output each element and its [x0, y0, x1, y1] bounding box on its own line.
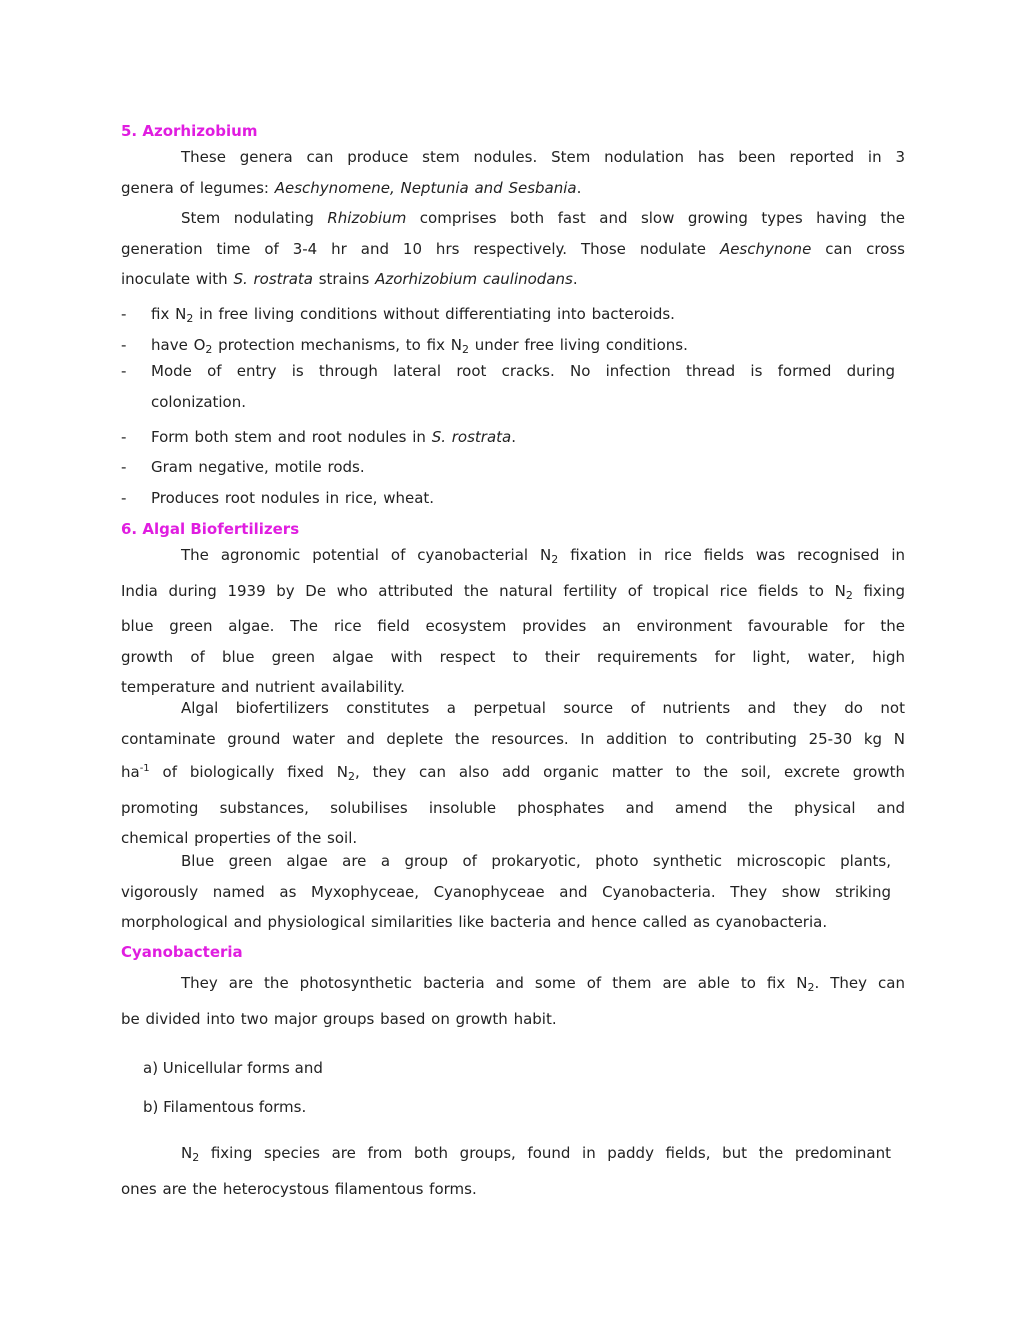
italic-text: S. rostrata [431, 428, 512, 446]
text-line: colonization. [151, 392, 247, 411]
text-span: , they can also add organic matter to the soil, excrete growth [355, 763, 905, 782]
text-line: Blue green algae are a group of prokaryotic, photo synthetic microscopic plants, [181, 852, 891, 870]
text-span: . They can [814, 974, 905, 992]
section-6-heading: 6. Algal Biofertilizers [121, 520, 300, 538]
section-5-heading: 5. Azorhizobium [121, 122, 258, 140]
text-span: N [181, 1144, 193, 1162]
text-span: fix N [151, 305, 187, 323]
subscript: 2 [461, 343, 469, 356]
subscript: 2 [192, 1151, 200, 1164]
text-line [121, 173, 905, 204]
italic-text: Aeschynone [719, 239, 812, 258]
section-5-paragraph-1 [121, 142, 905, 203]
text-span: generation time of 3-4 hr and 10 hrs respectively. Those nodulate [121, 239, 720, 258]
bullet-dash: - [121, 362, 127, 380]
text-span: have O [151, 336, 206, 354]
bullet-dash: - [121, 489, 127, 507]
text-line [121, 234, 905, 265]
text-span: under free living conditions. [468, 336, 688, 354]
text-span: strains [312, 270, 376, 289]
text-span: . [576, 178, 582, 197]
subscript: 2 [845, 588, 853, 602]
section-5-paragraph-2 [121, 203, 905, 295]
text-line: Mode of entry is through lateral root cracks. No infection thread is formed during [151, 362, 895, 380]
text-line [121, 968, 905, 1004]
text-line: be divided into two major groups based on growth habit. [121, 1009, 557, 1028]
subscript: 2 [348, 770, 356, 784]
section-6-paragraph-1 [121, 540, 905, 703]
bullet-dash: - [121, 336, 127, 354]
text-span: comprises both fast and slow growing types having the [406, 209, 905, 227]
text-line: vigorously named as Myxophyceae, Cyanophyceae and Cyanobacteria. They show striking [121, 882, 891, 901]
text-span: inoculate with [121, 270, 234, 289]
text-line [121, 142, 905, 173]
text-span: . [511, 428, 516, 446]
bullet-text: Produces root nodules in rice, wheat. [151, 489, 435, 507]
text-span: fixation in rice fields was recognised in [558, 546, 905, 564]
text-line [121, 576, 905, 612]
text-line: morphological and physiological similarities like bacteria and hence called as cyanobacteria. [121, 913, 828, 932]
text-span: fixing [852, 581, 905, 600]
bullet-dash: - [121, 458, 127, 476]
text-line: Algal biofertilizers constitutes a perpetual source of nutrients and they do not [181, 699, 905, 717]
italic-text: S. rostrata [233, 270, 313, 289]
text-span: protection mechanisms, to fix N [212, 336, 462, 354]
text-span: They are the photosynthetic bacteria and some of them are able to fix N [181, 974, 808, 992]
cyanobacteria-heading: Cyanobacteria [121, 943, 243, 961]
list-item-b: b) Filamentous forms. [143, 1098, 307, 1116]
section-6-paragraph-2 [121, 693, 905, 854]
subscript: 2 [551, 553, 559, 566]
text-span: The agronomic potential of cyanobacterial N [181, 546, 552, 564]
subscript: 2 [807, 981, 815, 994]
list-item-a: a) Unicellular forms and [143, 1059, 323, 1077]
text-line [121, 540, 905, 576]
text-span: These genera can produce stem nodules. Stem nodulation has been reported in 3 [181, 148, 905, 166]
italic-text: Aeschynomene, Neptunia and Sesbania [274, 178, 577, 197]
italic-text: Azorhizobium caulinodans [375, 270, 573, 289]
text-span: fixing species are from both groups, found in paddy fields, but the predominant [199, 1144, 891, 1162]
bullet-dash: - [121, 428, 127, 446]
subscript: 2 [205, 343, 213, 356]
bullet-text [151, 422, 895, 453]
text-span: ha [121, 763, 140, 782]
text-line [121, 754, 905, 793]
bullet-dash: - [121, 305, 127, 323]
cyanobacteria-paragraph-2 [121, 1138, 891, 1204]
text-line: blue green algae. The rice field ecosystem provides an environment favourable for the [121, 617, 905, 636]
text-span: of biologically fixed N [149, 763, 349, 782]
section-6-paragraph-3 [121, 846, 891, 938]
text-line: contaminate ground water and deplete the resources. In addition to contributing 25-30 kg N [121, 729, 905, 748]
text-span: Stem nodulating [181, 209, 328, 227]
text-span: Form both stem and root nodules in [151, 428, 432, 446]
subscript: 2 [186, 312, 194, 325]
text-line: chemical properties of the soil. [121, 829, 358, 848]
text-line: promoting substances, solubilises insoluble phosphates and amend the physical and [121, 798, 905, 817]
text-line [121, 1138, 891, 1174]
bullet-text [151, 356, 895, 417]
text-line: ones are the heterocystous filamentous forms. [121, 1179, 477, 1198]
text-line: temperature and nutrient availability. [121, 678, 405, 697]
text-line [121, 264, 905, 295]
text-span: India during 1939 by De who attributed the natural fertility of tropical rice fields to N [121, 581, 846, 600]
text-span: can cross [811, 239, 905, 258]
text-line: growth of blue green algae with respect to their requirements for light, water, high [121, 647, 905, 666]
italic-text: Rhizobium [327, 209, 407, 227]
cyanobacteria-paragraph-1 [121, 968, 905, 1034]
bullet-text: Gram negative, motile rods. [151, 458, 365, 476]
text-span: . [572, 270, 578, 289]
text-span: in free living conditions without differentiating into bacteroids. [193, 305, 675, 323]
superscript: -1 [139, 763, 150, 775]
text-span: genera of legumes: [121, 178, 275, 197]
text-line [121, 203, 905, 234]
